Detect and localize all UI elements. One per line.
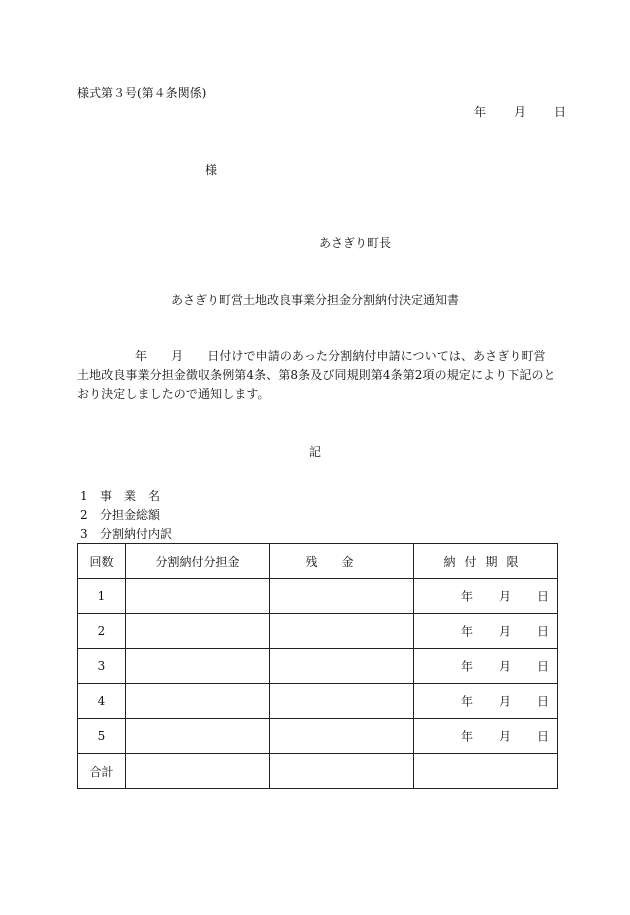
- due-day-label: 日: [536, 729, 549, 744]
- table-header-row: [78, 544, 558, 579]
- due-month-label: 月: [498, 729, 511, 744]
- total-label: 合計: [78, 754, 126, 789]
- date-day-label: 日: [554, 105, 567, 119]
- due-date-cell: [414, 684, 558, 719]
- installment-amount-cell: [126, 614, 270, 649]
- due-year-label: 年: [460, 694, 473, 709]
- due-date-cell: [414, 579, 558, 614]
- total-installment-cell: [126, 754, 270, 789]
- balance-cell: [270, 579, 414, 614]
- installment-amount-cell: [126, 719, 270, 754]
- item-project-name: [80, 487, 160, 504]
- notice-body: [77, 347, 557, 404]
- due-year-label: 年: [460, 624, 473, 639]
- due-year-label: 年: [460, 659, 473, 674]
- row-number: 4: [78, 684, 126, 719]
- item-number: 3: [80, 527, 88, 541]
- total-due-cell: [414, 754, 558, 789]
- row-number: 1: [78, 579, 126, 614]
- due-day-label: 日: [536, 694, 549, 709]
- due-year-label: 年: [460, 589, 473, 604]
- due-month-label: 月: [498, 694, 511, 709]
- body-month-label: 月: [171, 349, 184, 363]
- due-date-cell: [414, 649, 558, 684]
- total-balance-cell: [270, 754, 414, 789]
- form-number: 様式第３号(第４条関係): [77, 86, 207, 100]
- installment-amount-cell: [126, 684, 270, 719]
- balance-cell: [270, 614, 414, 649]
- due-day-label: 日: [536, 624, 549, 639]
- header-due-date: 納付期限: [414, 544, 558, 579]
- item-label: 事 業 名: [100, 489, 161, 503]
- issuer-name: あさぎり町長: [319, 236, 392, 250]
- header-count: 回数: [78, 544, 126, 579]
- table-row: [78, 579, 558, 614]
- body-year-label: 年: [135, 349, 148, 363]
- installment-table: [77, 543, 558, 789]
- due-day-label: 日: [536, 589, 549, 604]
- header-balance: 残金: [270, 544, 414, 579]
- ki-heading: 記: [308, 445, 321, 459]
- item-number: 2: [80, 508, 88, 522]
- recipient-suffix: 様: [205, 163, 218, 177]
- table-row: [78, 614, 558, 649]
- row-number: 5: [78, 719, 126, 754]
- balance-cell: [270, 719, 414, 754]
- installment-amount-cell: [126, 579, 270, 614]
- due-day-label: 日: [536, 659, 549, 674]
- table-row: [78, 719, 558, 754]
- table-row: [78, 649, 558, 684]
- table-row: [78, 684, 558, 719]
- balance-cell: [270, 649, 414, 684]
- due-date-cell: [414, 614, 558, 649]
- due-date-cell: [414, 719, 558, 754]
- row-number: 2: [78, 614, 126, 649]
- due-month-label: 月: [498, 589, 511, 604]
- item-number: 1: [80, 489, 88, 503]
- item-installment-breakdown: [80, 525, 172, 542]
- due-month-label: 月: [498, 624, 511, 639]
- item-label: 分割納付内訳: [100, 527, 173, 541]
- due-month-label: 月: [498, 659, 511, 674]
- document-title: あさぎり町営土地改良事業分担金分割納付決定通知書: [170, 293, 459, 307]
- header-installment-amount: 分割納付分担金: [126, 544, 270, 579]
- date-month-label: 月: [514, 105, 527, 119]
- body-text: 日付けで申請のあった分割納付申請については、あさぎり町営土地改良事業分担金徴収条例第4条、第8条及び同規則第4条第2項の規定により下記のとおり決定しましたので通知します。: [77, 349, 556, 401]
- installment-amount-cell: [126, 649, 270, 684]
- issue-date-line: [474, 103, 566, 120]
- item-label: 分担金総額: [100, 508, 161, 522]
- balance-cell: [270, 684, 414, 719]
- row-number: 3: [78, 649, 126, 684]
- due-year-label: 年: [460, 729, 473, 744]
- table-total-row: [78, 754, 558, 789]
- item-total-amount: [80, 506, 160, 523]
- date-year-label: 年: [474, 105, 487, 119]
